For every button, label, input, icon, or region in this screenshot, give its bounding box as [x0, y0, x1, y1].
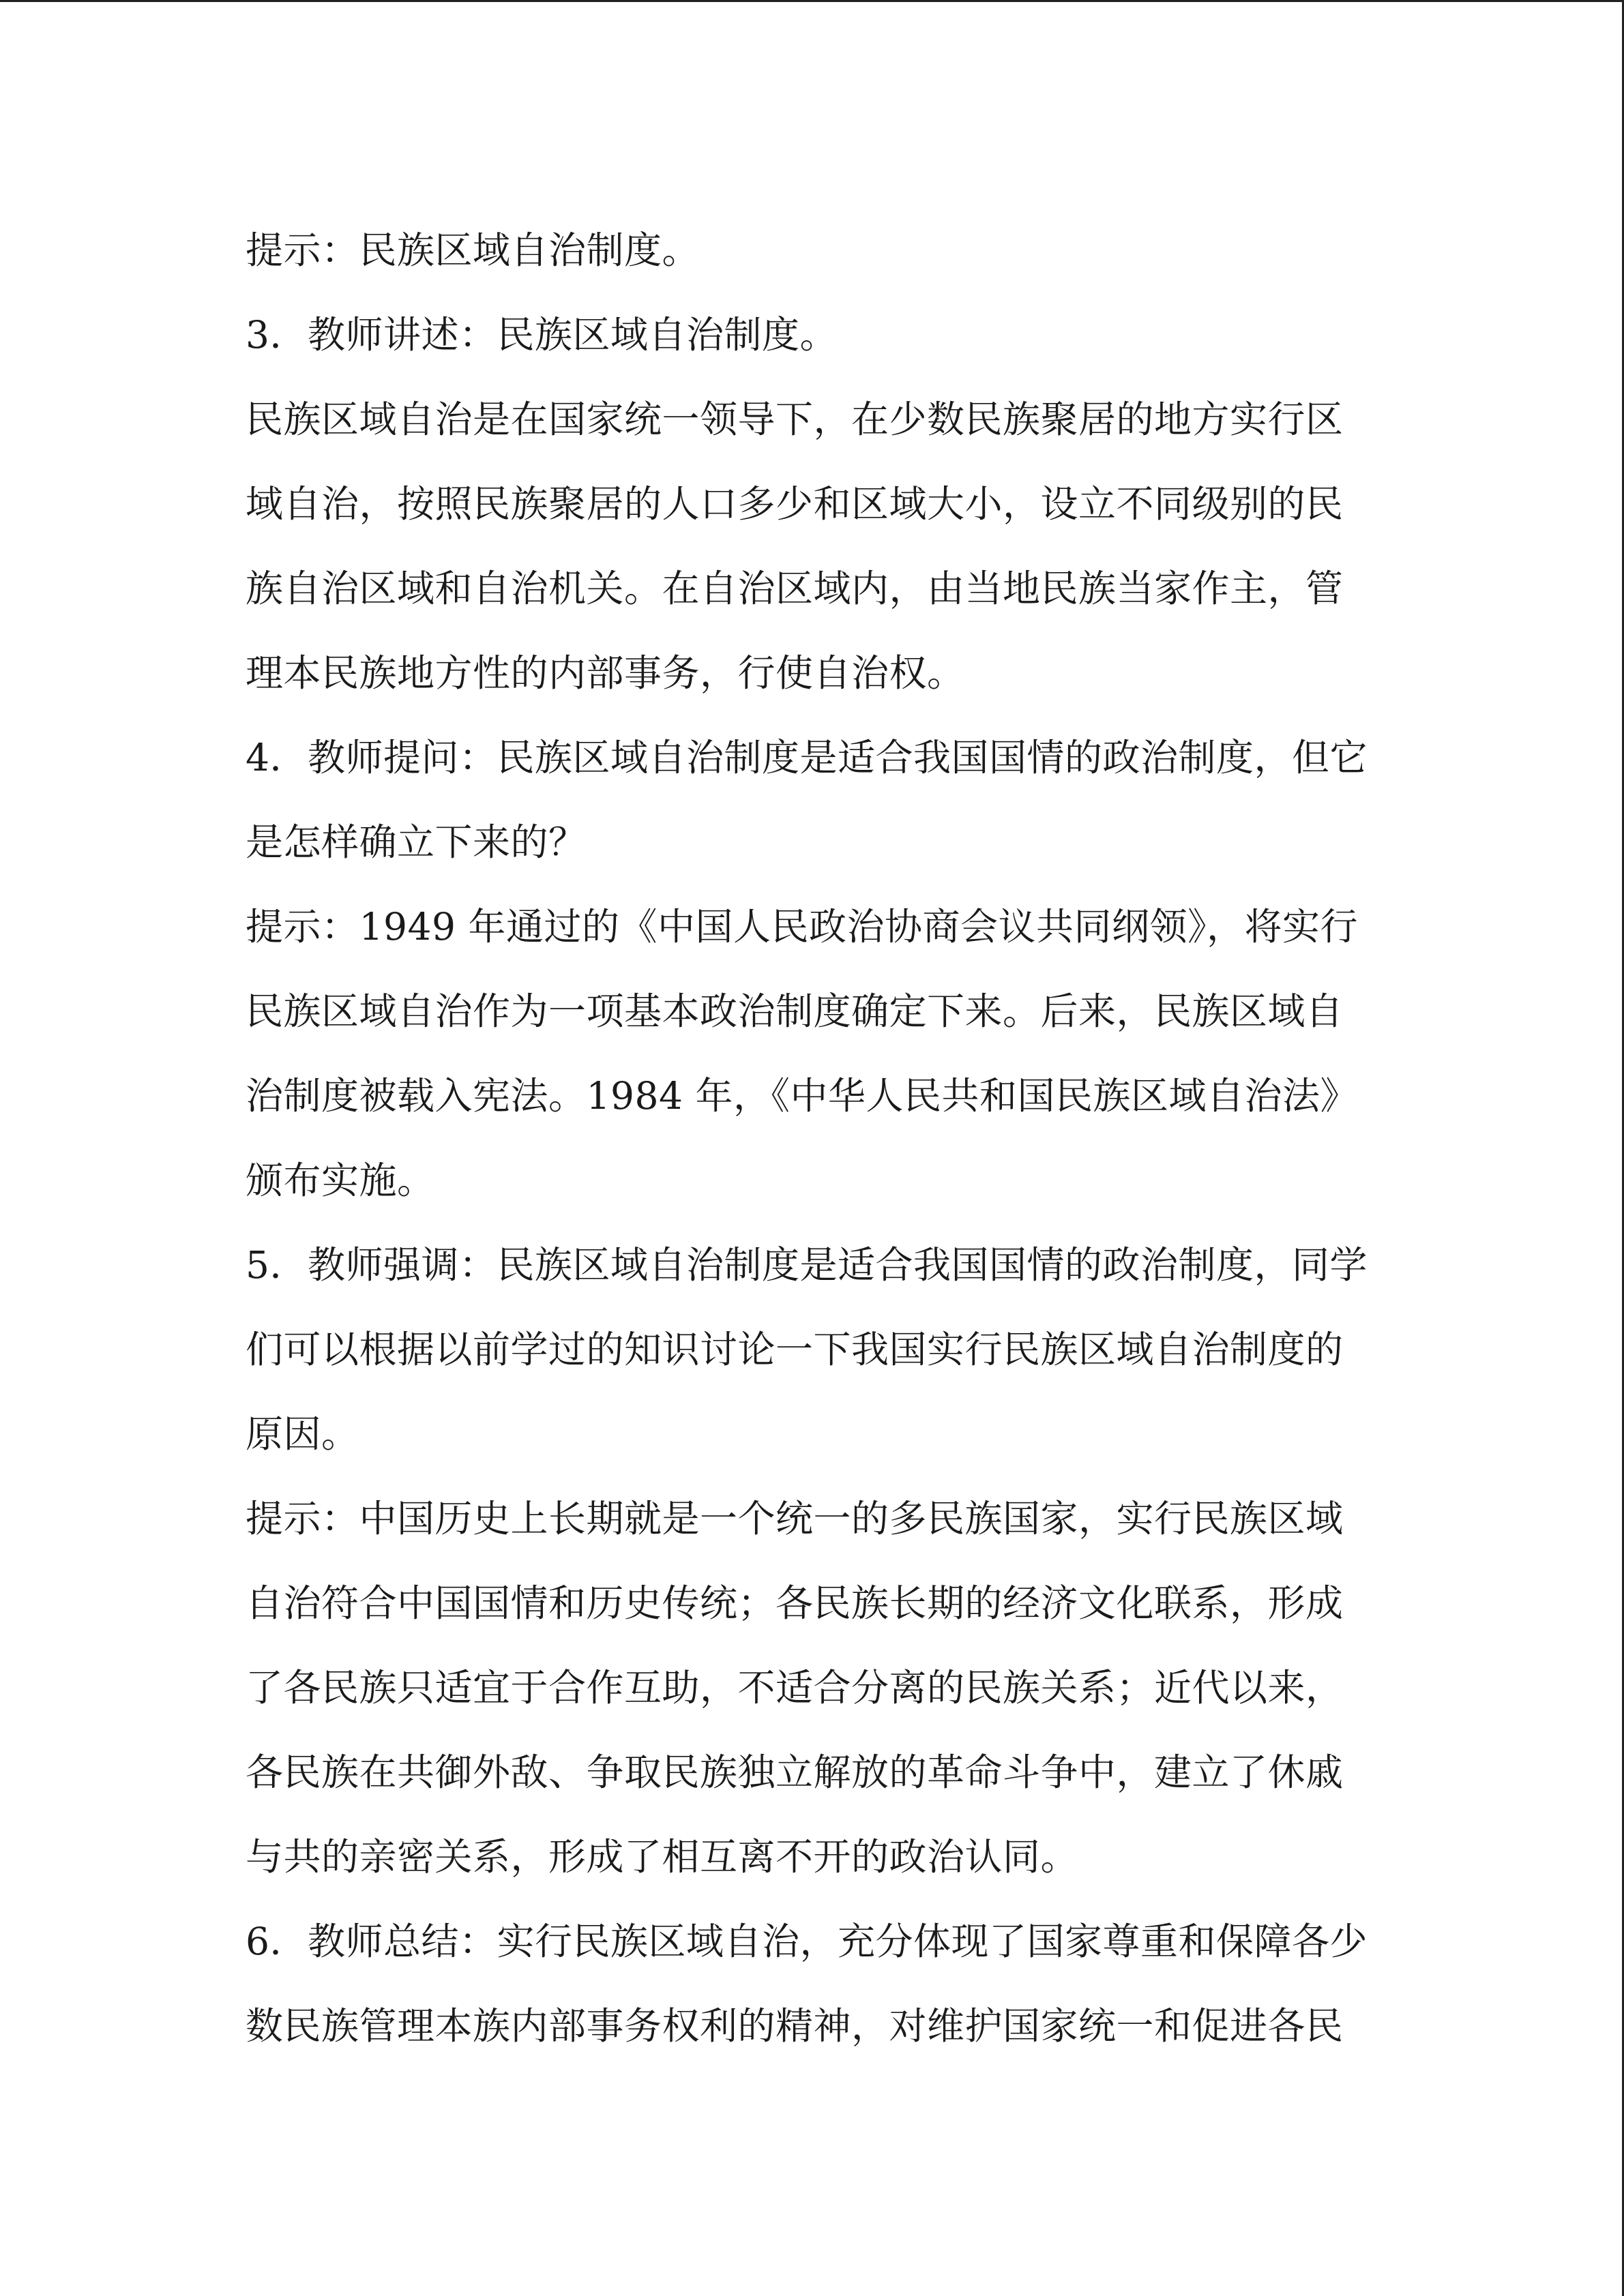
text-line: 提示：民族区域自治制度。	[246, 228, 700, 272]
text-line: 与共的亲密关系，形成了相互离不开的政治认同。	[246, 1835, 1079, 1879]
text-line: 是怎样确立下来的？	[246, 820, 587, 864]
text-line: 原因。	[246, 1412, 359, 1456]
text-line: 自治符合中国国情和历史传统；各民族长期的经济文化联系，形成	[246, 1581, 1344, 1625]
text-line: 民族区域自治是在国家统一领导下，在少数民族聚居的地方实行区	[246, 398, 1344, 441]
text-line: 民族区域自治作为一项基本政治制度确定下来。后来，民族区域自	[246, 989, 1344, 1033]
text-line: 4．教师提问：民族区域自治制度是适合我国国情的政治制度，但它	[246, 736, 1368, 779]
document-body	[246, 208, 1378, 2068]
text-line: 提示：中国历史上长期就是一个统一的多民族国家，实行民族区域	[246, 1497, 1344, 1540]
text-line: 域自治，按照民族聚居的人口多少和区域大小，设立不同级别的民	[246, 482, 1344, 526]
text-line: 治制度被载入宪法。1984 年，《中华人民共和国民族区域自治法》	[246, 1074, 1358, 1118]
text-line: 们可以根据以前学过的知识讨论一下我国实行民族区域自治制度的	[246, 1328, 1344, 1371]
text-line: 3．教师讲述：民族区域自治制度。	[246, 313, 838, 357]
text-line: 提示：1949 年通过的《中国人民政治协商会议共同纲领》，将实行	[246, 905, 1358, 949]
text-line: 各民族在共御外敌、争取民族独立解放的革命斗争中，建立了休戚	[246, 1750, 1344, 1794]
text-line: 理本民族地方性的内部事务，行使自治权。	[246, 651, 965, 695]
text-line: 5．教师强调：民族区域自治制度是适合我国国情的政治制度，同学	[246, 1243, 1368, 1287]
text-line: 颁布实施。	[246, 1159, 435, 1202]
text-line: 族自治区域和自治机关。在自治区域内，由当地民族当家作主，管	[246, 567, 1344, 610]
text-line: 了各民族只适宜于合作互助，不适合分离的民族关系；近代以来，	[246, 1666, 1344, 1710]
text-line: 6．教师总结：实行民族区域自治，充分体现了国家尊重和保障各少	[246, 1920, 1368, 1963]
page-border-top	[0, 0, 1624, 2]
text-line: 数民族管理本族内部事务权利的精神，对维护国家统一和促进各民	[246, 2004, 1344, 2048]
